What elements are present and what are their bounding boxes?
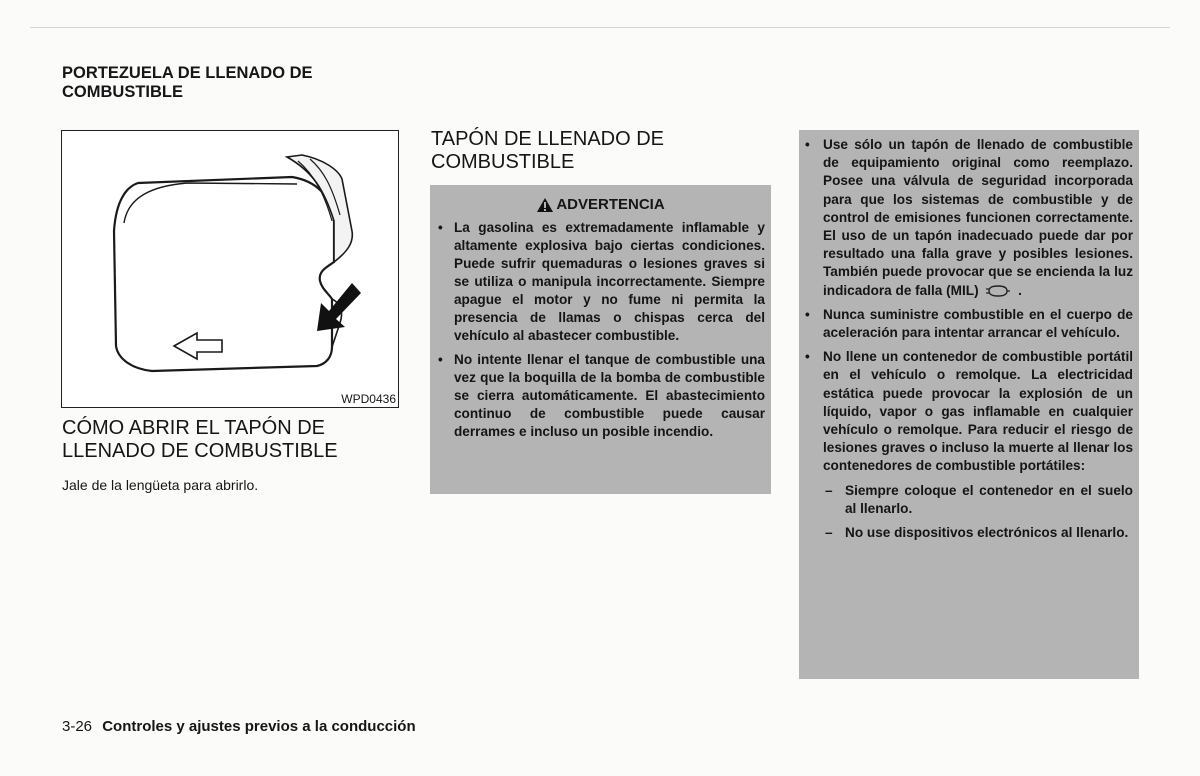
- warning-list: [430, 215, 771, 441]
- figure-code: WPD0436: [341, 392, 396, 406]
- bullet-icon: •: [805, 349, 810, 365]
- bullet-icon: •: [438, 352, 443, 367]
- top-rule: [30, 27, 1170, 28]
- chapter-title: Controles y ajustes previos a la conducción: [102, 718, 416, 735]
- cap-warning-item: • Use sólo un tapón de llenado de combustible de equipamiento original como reemplazo. Posee una válvula de seguridad incorporada para que los sistemas de combustible y de control de emisiones funcionen correctamente. El uso de un tapón inadecuado puede dar por resultado una falla grave y posibles lesiones. También puede provocar que se encienda la luz indicadora de falla (MIL) .: [805, 137, 1133, 298]
- bullet-icon: •: [438, 220, 443, 235]
- section-title: PORTEZUELA DE LLENADO DE COMBUSTIBLE: [62, 64, 313, 101]
- fuel-door-outline: [114, 177, 334, 371]
- fuel-door-figure: [61, 130, 399, 408]
- dash-icon: –: [825, 482, 833, 498]
- warning-header: [430, 185, 771, 215]
- fuel-cap-heading: TAPÓN DE LLENADO DE COMBUSTIBLE: [431, 128, 665, 173]
- warning-item: • No intente llenar el tanque de combustible una vez que la boquilla de la bomba de combustible se cierra automáticamente. El abastecimiento continuo de combustible puede causar derrames e incluso un posible incendio.: [438, 352, 765, 439]
- cap-warning-box: [799, 130, 1139, 679]
- page-number: 3-26: [62, 718, 93, 735]
- container-sublist: [803, 482, 1133, 543]
- open-cap-text: Jale de la lengüeta para abrirlo.: [62, 477, 259, 493]
- open-cap-heading: CÓMO ABRIR EL TAPÓN DE LLENADO DE COMBUSTIBLE: [62, 417, 338, 462]
- cap-warning-list: [803, 136, 1133, 476]
- cap-warning-item: • Nunca suministre combustible en el cuerpo de aceleración para intentar arrancar el vehículo.: [805, 306, 1133, 341]
- bullet-icon: •: [805, 137, 810, 152]
- container-subitem: – Siempre coloque el contenedor en el suelo al llenarlo.: [825, 482, 1133, 516]
- warning-triangle-icon: [536, 197, 554, 213]
- dash-icon: –: [825, 525, 833, 541]
- bullet-icon: •: [805, 306, 810, 322]
- page-footer: [62, 718, 416, 736]
- cap-warning-item: • No llene un contenedor de combustible portátil en el vehículo o remolque. La electricidad estática puede provocar la explosión de un líquido, vapor o gas inflamable en cualquier vehículo o remolque. Para reducir el riesgo de lesiones graves o incluso la muerte al llenar los contenedores de combustible portátiles:: [805, 349, 1133, 474]
- fuel-door-illustration: [62, 131, 398, 407]
- warning-item: • La gasolina es extremadamente inflamable y altamente explosiva bajo ciertas condiciones. Puede sufrir quemaduras o lesiones graves si se utiliza o manipula incorrectamente. Siempre apague el motor y no fume ni permita la presencia de llamas o chispas cerca del vehículo al abastecer combustible.: [438, 220, 765, 343]
- container-subitem: – No use dispositivos electrónicos al llenarlo.: [803, 524, 1133, 542]
- malfunction-indicator-icon: [985, 284, 1011, 298]
- warning-box: [430, 185, 771, 494]
- warning-title: ADVERTENCIA: [556, 196, 665, 213]
